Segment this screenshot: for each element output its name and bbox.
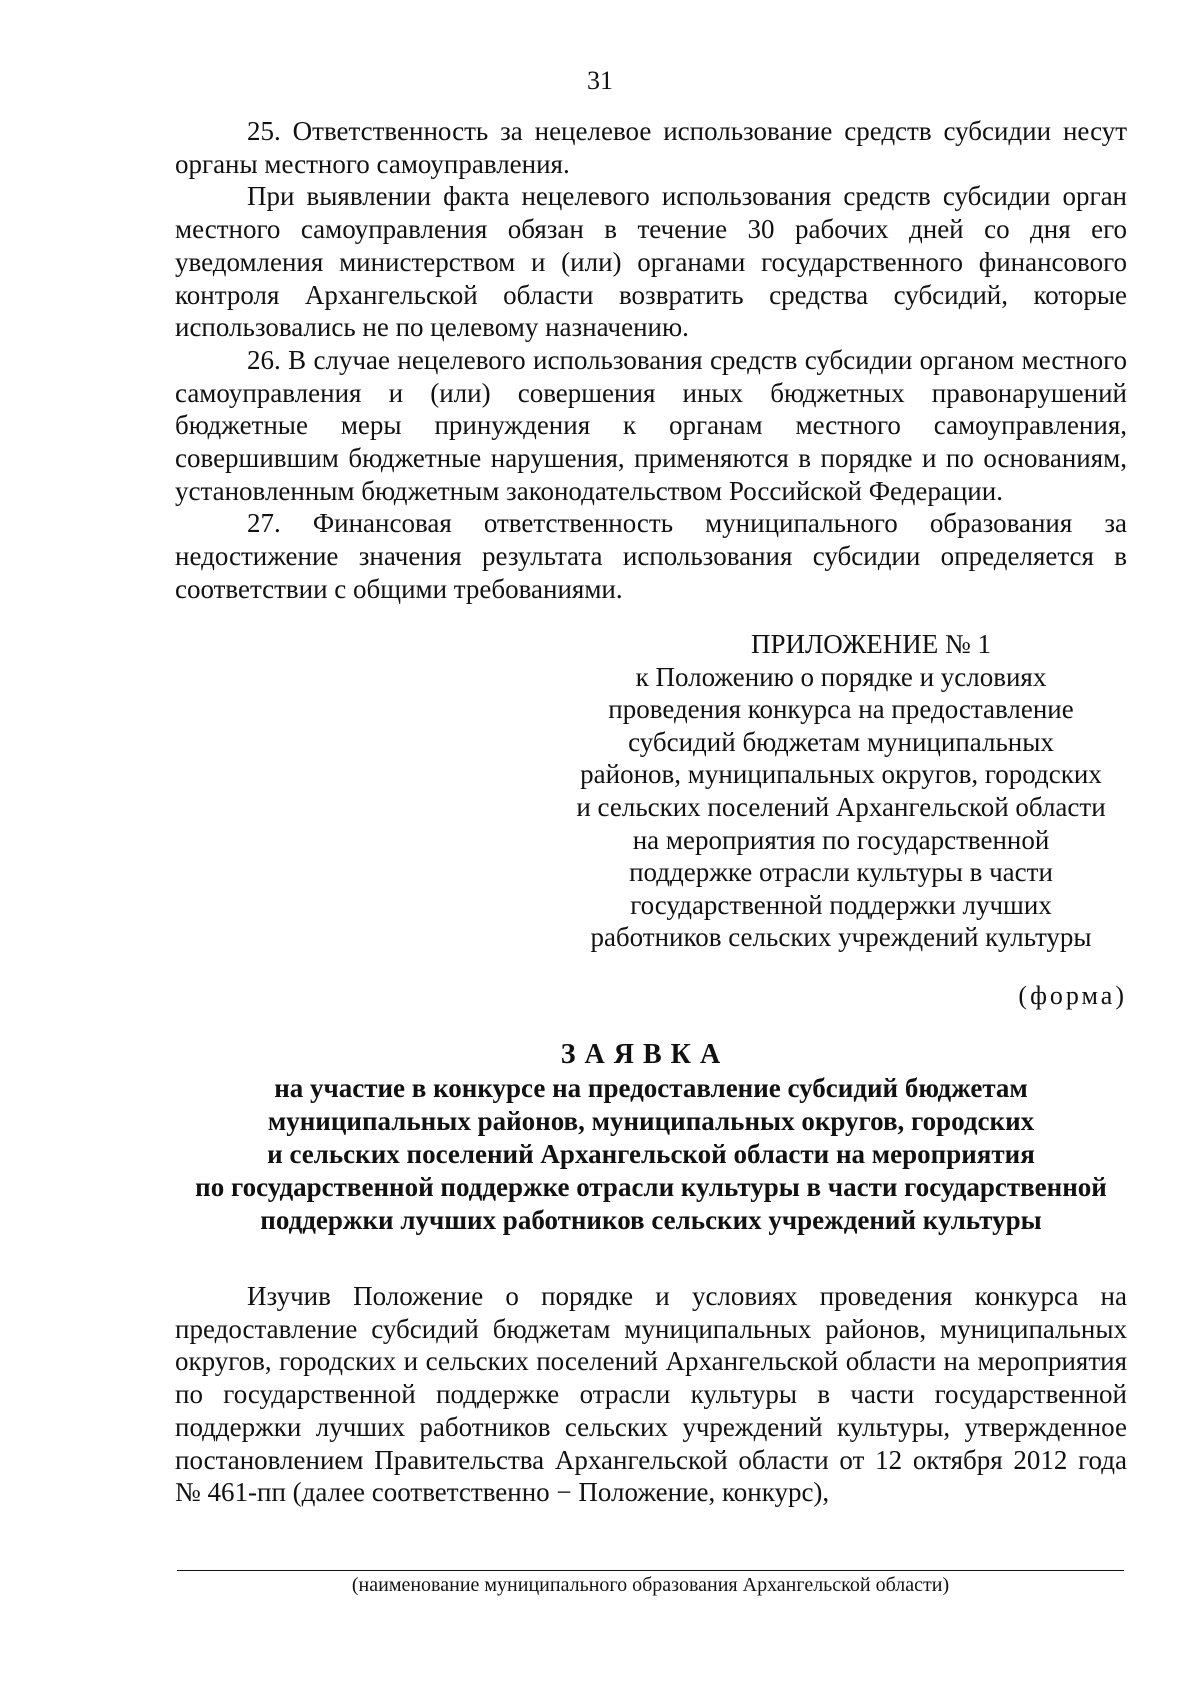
appendix-line: районов, муниципальных округов, городских xyxy=(580,759,1102,790)
appendix-line: проведения конкурса на предоставление xyxy=(608,694,1074,725)
paragraph-27: 27. Финансовая ответственность муниципального образования за недостижение значения результата использования субсидии определяется в соответствии с общими требованиями. xyxy=(175,508,1127,604)
application-title: ЗАЯВКА xyxy=(560,1039,730,1070)
subtitle-line: муниципальных районов, муниципальных округов, городских xyxy=(267,1106,1035,1136)
subtitle-line: на участие в конкурсе на предоставление субсидий бюджетам xyxy=(274,1073,1028,1103)
appendix-block xyxy=(560,628,1122,954)
subtitle-line: и сельских поселений Архангельской области на мероприятия xyxy=(267,1139,1035,1169)
appendix-line: работников сельских учреждений культуры xyxy=(590,922,1092,953)
subtitle-line: по государственной поддержке отрасли культуры в части государственной xyxy=(195,1172,1107,1202)
top-section xyxy=(175,115,1127,606)
application-subtitle xyxy=(170,1072,1132,1237)
appendix-heading: ПРИЛОЖЕНИЕ № 1 xyxy=(750,629,992,659)
page-number: 31 xyxy=(587,66,613,95)
paragraph-25: 25. Ответственность за нецелевое использование средств субсидии несут органы местного самоуправления. xyxy=(175,116,1127,179)
appendix-line: к Положению о порядке и условиях xyxy=(635,661,1047,692)
form-label: (форма) xyxy=(1018,981,1127,1010)
fill-in-line xyxy=(177,1570,1124,1571)
application-paragraph: Изучив Положение о порядке и условиях проведения конкурса на предоставление субсидий бюджетам муниципальных районов, муниципальных округов, городских и сельских поселений Архангельской области на мероприятия по государственной поддержке отрасли культуры в части государственной поддержки лучших работников сельских учреждений культуры, утвержденное постановлением Правительства Архангельской области от 12 октября 2012 года № 461-пп (далее соответственно − Положение, конкурс), xyxy=(175,1281,1127,1508)
paragraph-25-continued: При выявлении факта нецелевого использования средств субсидии орган местного самоуправления обязан в течение 30 рабочих дней со дня его уведомления министерством и (или) органами государственного финансового контроля Архангельской области возвратить средства субсидий, которые использовались не по целевому назначению. xyxy=(175,181,1127,343)
appendix-line: на мероприятия по государственной xyxy=(632,824,1050,855)
subtitle-line: поддержки лучших работников сельских учреждений культуры xyxy=(260,1205,1042,1235)
paragraph-26: 26. В случае нецелевого использования средств субсидии органом местного самоуправления и (или) совершения иных бюджетных правонарушений бюджетные меры принуждения к органам местного самоуправления, совершившим бюджетные нарушения, применяются в порядке и по основаниям, установленным бюджетным законодательством Российской Федерации. xyxy=(175,344,1127,506)
appendix-line: поддержке отрасли культуры в части xyxy=(629,857,1053,888)
appendix-line: субсидий бюджетам муниципальных xyxy=(628,726,1054,757)
appendix-line: и сельских поселений Архангельской области xyxy=(576,791,1106,822)
application-body xyxy=(175,1280,1127,1509)
appendix-line: государственной поддержки лучших xyxy=(630,889,1052,920)
fill-in-line-caption: (наименование муниципального образования Архангельской области) xyxy=(351,1574,950,1596)
